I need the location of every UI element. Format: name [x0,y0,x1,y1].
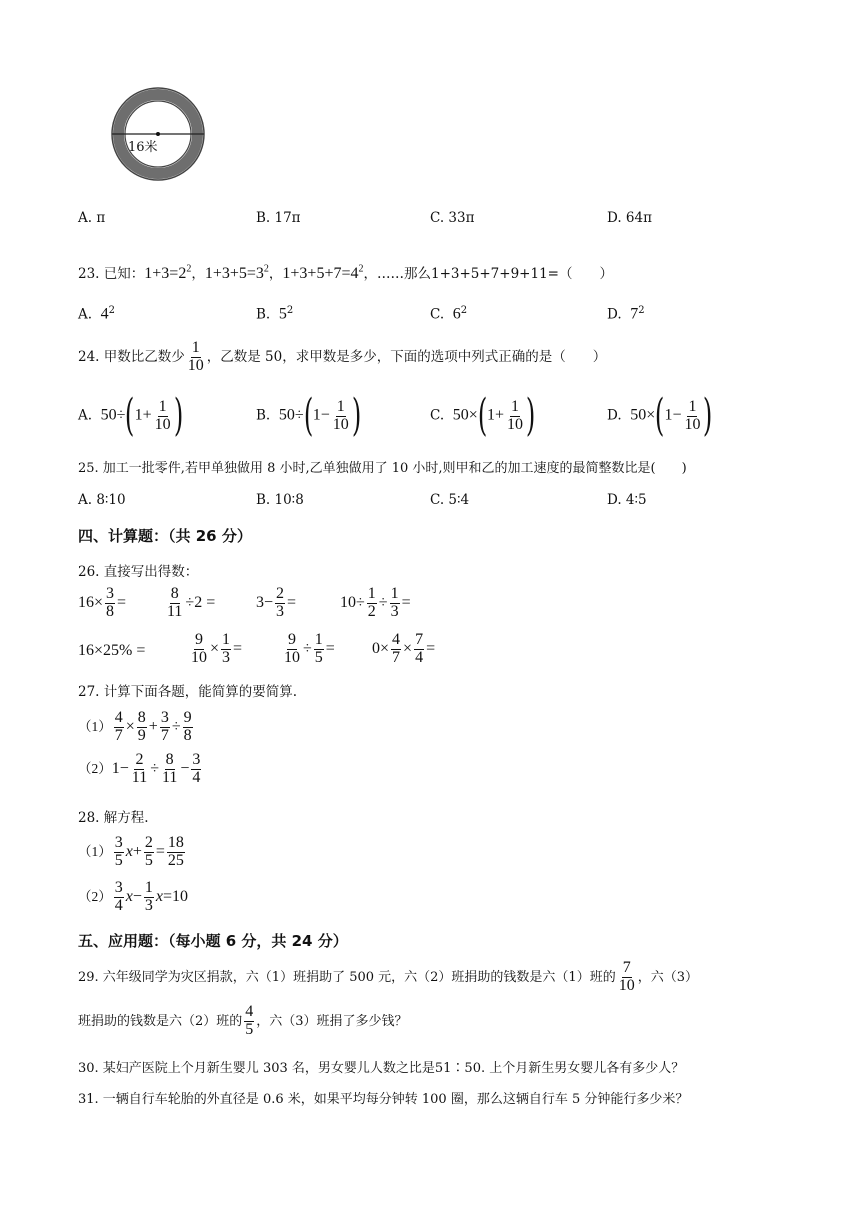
q24-option-a[interactable]: A. 50÷(1+ $\frac{1}{10}$ ) [78,390,183,441]
q25-option-c[interactable]: C. 5∶4 [430,492,470,508]
q25-stem: 25. 加工一批零件,若甲单独做用 8 小时,乙单独做用了 10 小时,则甲和乙的加工速度的最简整数比是( ) [78,461,687,476]
ring-figure [92,82,226,186]
q24-option-c[interactable]: C. 50×(1+ $\frac{1}{10}$ ) [430,390,536,441]
q23-option-d[interactable]: D. $7^2$ [607,305,645,323]
q22-option-d[interactable]: D. 64π [607,210,652,226]
q26-row1-item2: $\frac{8}{11}$ ÷2 = [167,585,216,620]
q23-option-b[interactable]: B. $5^2$ [256,305,294,323]
q29-line2: 班捐助的钱数是六（2）班的 $\frac{4}{5}$ ，六（3）班捐了多少钱？ [78,1003,408,1038]
q22-option-c[interactable]: C. 33π [430,210,475,226]
q24-stem: 24. 甲数比乙数少 $\frac{1}{10}$ ，乙数是 50，求甲数是多少，下面的选项中列式正确的是（ ） [78,339,607,374]
q23-stem: 23. 已知：$1+3=2^2$，$1+3+5=3^2$，$1+3+5+7=4^2$，……那么1+3+5+7+9+11=（ ） [78,263,613,282]
q28-part2: （2） $\frac{3}{4}$ x− $\frac{1}{3}$ x=10 [78,879,189,914]
q24-option-d[interactable]: D. 50×(1− $\frac{1}{10}$ ) [607,390,713,441]
q26-row2-item2: $\frac{9}{10}$ × $\frac{1}{3}$ = [191,631,243,666]
q26-row2-item4: 0× $\frac{4}{7}$ × $\frac{7}{4}$ = [372,631,436,666]
q22-option-b[interactable]: B. 17π [256,210,301,226]
q28-stem: 28. 解方程. [78,810,149,826]
q31-stem: 31. 一辆自行车轮胎的外直径是 0.6 米，如果平均每分钟转 100 圈，那么这辆自行车 5 分钟能行多少米？ [78,1092,689,1107]
q30-stem: 30. 某妇产医院上个月新生婴儿 303 名，男女婴儿人数之比是51∶50. 上个月新生男女婴儿各有多少人？ [78,1061,685,1076]
diameter-label: 16米 [128,140,158,155]
q27-part1: （1） $\frac{4}{7}$ × $\frac{8}{9}$ + $\frac{3}{7}$ ÷ $\frac{9}{8}$ [78,709,192,744]
q26-row2-item1: 16×25% = [78,642,146,659]
q22-option-a[interactable]: A. π [78,210,106,226]
q23-option-a[interactable]: A. $4^2$ [78,305,116,323]
q26-row1-item3: 3− $\frac{2}{3}$ = [256,585,297,620]
q26-row1-item1: 16× $\frac{3}{8}$ = [78,585,127,620]
q25-option-a[interactable]: A. 8∶10 [78,492,126,508]
q23-option-c[interactable]: C. $6^2$ [430,305,468,323]
q25-option-b[interactable]: B. 10∶8 [256,492,304,508]
section-5-title: 五、应用题：（每小题 6 分，共 24 分） [78,932,348,950]
q26-stem: 26. 直接写出得数： [78,564,199,580]
section-4-title: 四、计算题：（共 26 分） [78,527,252,545]
q25-option-d[interactable]: D. 4∶5 [607,492,647,508]
q26-row2-item3: $\frac{9}{10}$ ÷ $\frac{1}{5}$ = [284,631,335,666]
q24-option-b[interactable]: B. 50÷(1− $\frac{1}{10}$ ) [256,390,362,441]
q28-part1: （1） $\frac{3}{5}$ x+ $\frac{2}{5}$ = $\frac{18}{25}$ [78,834,184,869]
q27-stem: 27. 计算下面各题，能简算的要简算. [78,684,298,700]
q26-row1-item4: 10÷ $\frac{1}{2}$ ÷ $\frac{1}{3}$ = [340,585,411,620]
q29-line1: 29. 六年级同学为灾区捐款，六（1）班捐助了 500 元，六（2）班捐助的钱数是六（1）班的 $\frac{7}{10}$ ，六（3） [78,959,698,994]
q27-part2: （2）1− $\frac{2}{11}$ ÷ $\frac{8}{11}$ − $\frac{3}{4}$ [78,751,201,786]
